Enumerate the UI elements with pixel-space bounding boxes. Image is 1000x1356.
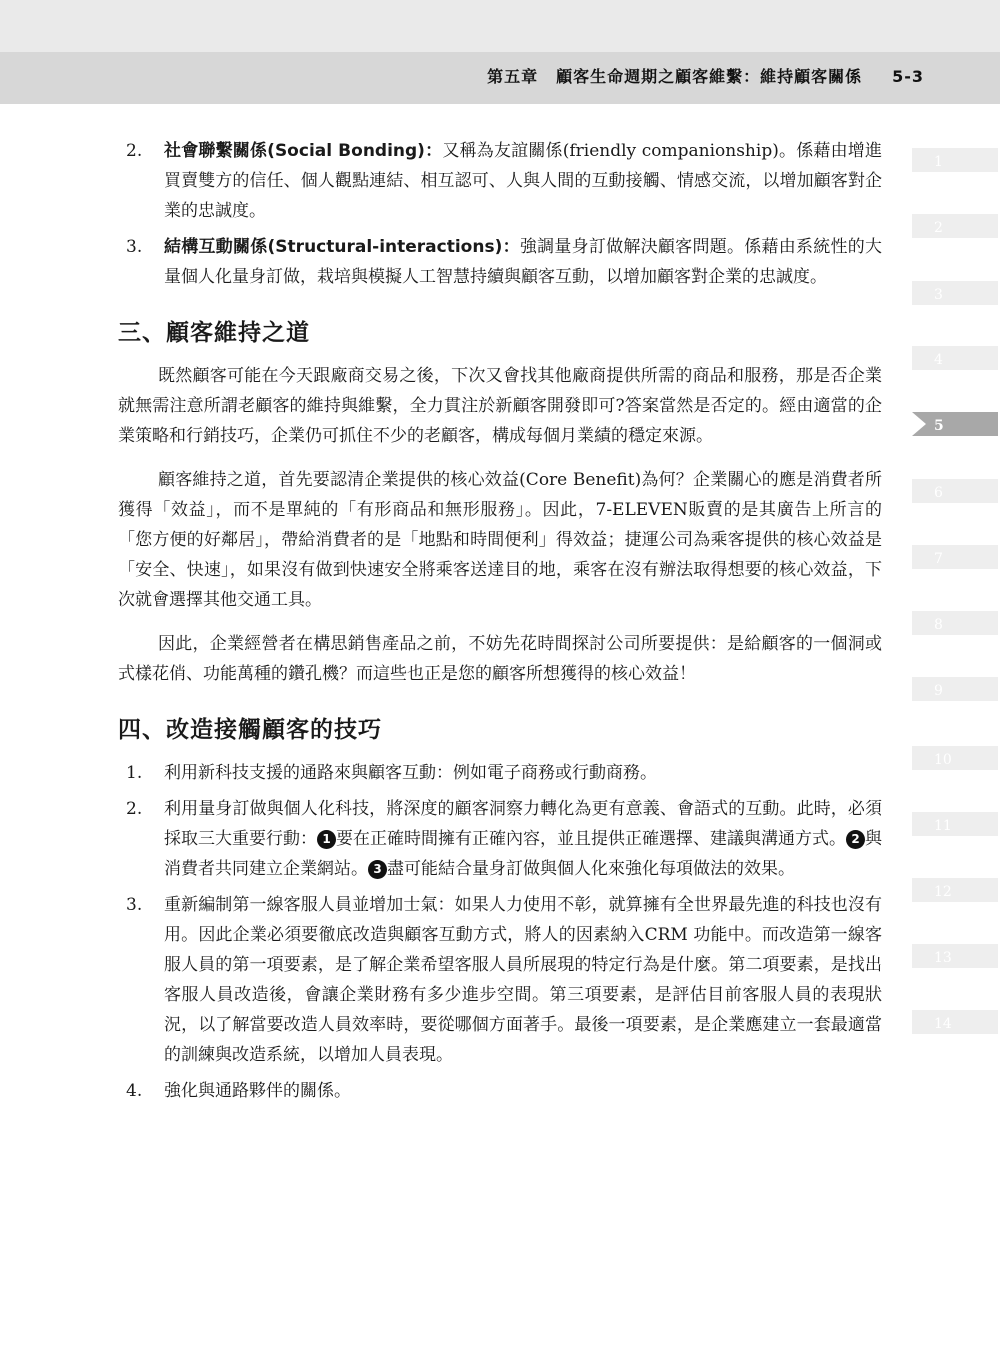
page-header-band [0, 0, 1000, 104]
chapter-tab-12: 12 [912, 878, 998, 902]
section-heading: 四、改造接觸顧客的技巧 [118, 717, 382, 743]
chapter-tab-14: 14 [912, 1010, 998, 1034]
paragraph: 顧客維持之道，首先要認清企業提供的核心效益(Core Benefit)為何？企業關心的應是消費者所獲得「效益」，而不是單純的「有形商品和無形服務」。因此，7-ELEVEN販賣的是其廣告上所言的「您方便的好鄰居」，帶給消費者的是「地點和時間便利」得效益；捷運公司為乘客提供的核心效益是「安全、快速」，如果沒有做到快速安全將乘客送達目的地，乘客在沒有辦法取得想要的核心效益，下次就會選擇其他交通工具。 [118, 470, 882, 610]
page-body [118, 136, 882, 1112]
chapter-tab-4: 4 [912, 346, 998, 370]
list-number: 3. [126, 895, 143, 915]
list-number: 1. [126, 763, 143, 783]
chapter-label: 第五章 [487, 67, 539, 86]
chapter-tab-13: 13 [912, 944, 998, 968]
list-item-text: 與消費者共同建立企業網站。 [164, 829, 882, 879]
list-item-heading: 結構互動關係(Structural-interactions)： [164, 237, 520, 257]
list-item [118, 794, 882, 884]
chapter-tab-1: 1 [912, 148, 998, 172]
list-item-text: 強調量身訂做解決顧客問題。係藉由系統性的大量個人化量身訂做，栽培與模擬人工智慧持續與顧客互動，以增加顧客對企業的忠誠度。 [164, 237, 883, 287]
list-item-text: 利用量身訂做與個人化科技，將深度的顧客洞察力轉化為更有意義、會語式的互動。此時，必須採取三大重要行動： [164, 799, 882, 849]
section-heading: 三、顧客維持之道 [118, 320, 310, 346]
list-item-text: 又稱為友誼關係(friendly companionship)。係藉由增進買賣雙方的信任、個人觀點連結、相互認可、人與人間的互動接觸、情感交流，以增加顧客對企業的忠誠度。 [164, 141, 883, 221]
chapter-tab-3: 3 [912, 281, 998, 305]
list-item [118, 136, 882, 226]
list-number: 4. [126, 1081, 143, 1101]
list-number: 2. [126, 799, 143, 819]
list-item-text: 重新編制第一線客服人員並增加士氣：如果人力使用不彰，就算擁有全世界最先進的科技也沒有用。因此企業必須要徹底改造與顧客互動方式，將人的因素納入CRM 功能中。而改造第一線客服人員的第一項要素，是了解企業希望客服人員所展現的特定行為是什麼。第二項要素，是找出客服人員改造後，會讓企業財務有多少進步空間。第三項要素，是評估目前客服人員的表現狀況，以了解當要改造人員效率時，要從哪個方面著手。最後一項要素，是企業應建立一套最適當的訓練與改造系統，以增加人員表現。 [164, 895, 882, 1065]
list-number: 3. [126, 237, 143, 257]
numbered-circle-marker: 1 [317, 830, 336, 849]
list-item [118, 232, 882, 292]
chapter-tab-10: 10 [912, 746, 998, 770]
running-header [487, 64, 924, 87]
list-item-text: 強化與通路夥伴的關係。 [164, 1081, 351, 1101]
list-item-text: 要在正確時間擁有正確內容，並且提供正確選擇、建議與溝通方式。 [336, 829, 846, 849]
paragraph: 既然顧客可能在今天跟廠商交易之後，下次又會找其他廠商提供所需的商品和服務，那是否企業就無需注意所謂老顧客的維持與維繫，全力貫注於新顧客開發即可?答案當然是否定的。經由適當的企業策略和行銷技巧，企業仍可抓住不少的老顧客，構成每個月業績的穩定來源。 [118, 366, 882, 446]
chapter-tab-2: 2 [912, 214, 998, 238]
chapter-tab-7: 7 [912, 545, 998, 569]
list-item-heading: 社會聯繫關係(Social Bonding)： [164, 141, 443, 161]
chapter-tab-9: 9 [912, 677, 998, 701]
list-item [118, 890, 882, 1070]
chapter-title: 顧客生命週期之顧客維繫：維持顧客關係 [556, 67, 863, 86]
chapter-tab-5-active: 5 [912, 412, 998, 436]
list-item-text: 盡可能結合量身訂做與個人化來強化每項做法的效果。 [387, 859, 795, 879]
chapter-tab-11: 11 [912, 812, 998, 836]
list-item [118, 1076, 882, 1106]
list-number: 2. [126, 141, 143, 161]
list-item [118, 758, 882, 788]
chapter-tab-6: 6 [912, 479, 998, 503]
numbered-circle-marker: 3 [368, 860, 387, 879]
paragraph: 因此，企業經營者在構思銷售產品之前，不妨先花時間探討公司所要提供：是給顧客的一個洞或式樣花俏、功能萬種的鑽孔機？而這些也正是您的顧客所想獲得的核心效益！ [118, 634, 882, 684]
chapter-tab-8: 8 [912, 611, 998, 635]
page-number: 5-3 [892, 67, 924, 86]
numbered-circle-marker: 2 [846, 830, 865, 849]
list-item-text: 利用新科技支援的通路來與顧客互動：例如電子商務或行動商務。 [164, 763, 657, 783]
